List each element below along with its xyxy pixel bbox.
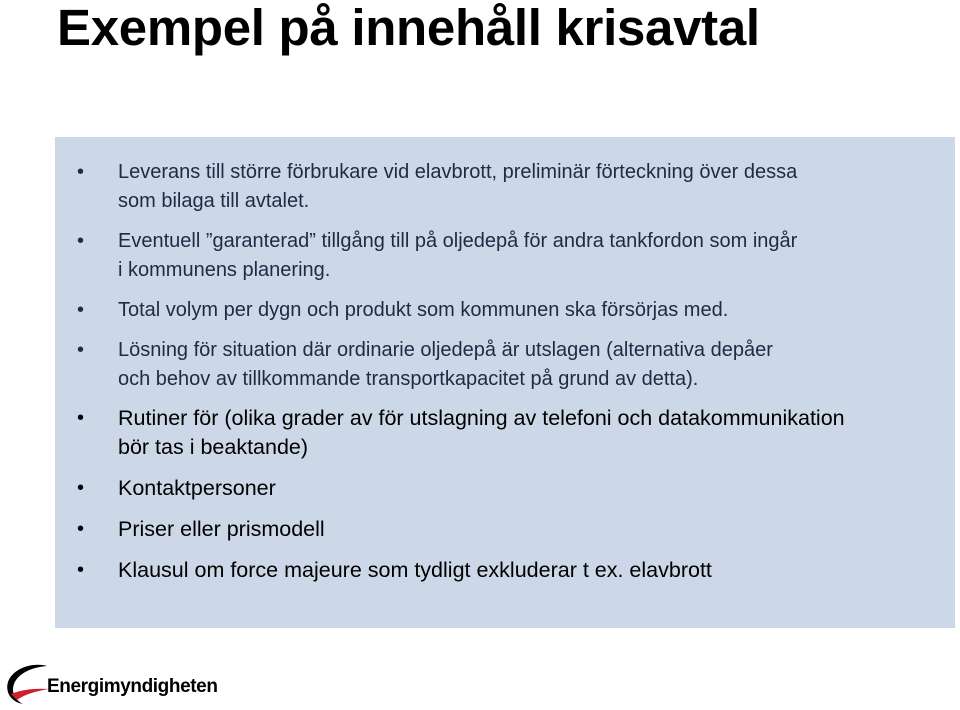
bullet-line: Kontaktpersoner bbox=[118, 476, 276, 500]
bullet-line: Rutiner för (olika grader av för utslagning av telefoni och datakommunikation bbox=[118, 406, 845, 430]
bullet-dot: • bbox=[77, 518, 85, 540]
logo-wordmark: Energimyndigheten bbox=[47, 676, 218, 697]
bullet-line: bör tas i beaktande) bbox=[118, 434, 309, 459]
bullet-text bbox=[118, 556, 948, 585]
bullet-dot: • bbox=[77, 339, 85, 361]
bullet-text bbox=[118, 515, 948, 544]
bullet-dot: • bbox=[77, 559, 85, 581]
bullet-text bbox=[118, 296, 948, 325]
bullet-text bbox=[118, 158, 948, 215]
bullet-line: och behov av tillkommande transportkapacitet på grund av detta). bbox=[118, 367, 699, 390]
bullet-dot: • bbox=[77, 230, 85, 252]
bullet-dot: • bbox=[77, 477, 85, 499]
bullet-text bbox=[118, 336, 948, 393]
bullet-text bbox=[118, 474, 948, 503]
bullet-dot: • bbox=[77, 407, 85, 429]
bullet-line: Leverans till större förbrukare vid elavbrott, preliminär förteckning över dessa bbox=[118, 161, 798, 183]
bullet-line: Eventuell ”garanterad” tillgång till på oljedepå för andra tankfordon som ingår bbox=[118, 230, 798, 252]
bullet-line: Klausul om force majeure som tydligt exkluderar t ex. elavbrott bbox=[118, 558, 712, 582]
bullet-text bbox=[118, 404, 948, 461]
energimyndigheten-swoosh-icon bbox=[3, 660, 51, 708]
bullet-line: i kommunens planering. bbox=[118, 258, 331, 281]
bullet-line: Priser eller prismodell bbox=[118, 517, 325, 541]
bullet-dot: • bbox=[77, 299, 85, 321]
bullet-dot: • bbox=[77, 161, 85, 183]
bullet-line: Total volym per dygn och produkt som kommunen ska försörjas med. bbox=[118, 299, 729, 321]
bullet-text bbox=[118, 227, 948, 284]
bullet-line: Lösning för situation där ordinarie oljedepå är utslagen (alternativa depåer bbox=[118, 339, 773, 361]
slide-title: Exempel på innehåll krisavtal bbox=[57, 0, 760, 56]
content-box bbox=[55, 137, 955, 628]
energimyndigheten-logo bbox=[3, 658, 233, 708]
bullet-line: som bilaga till avtalet. bbox=[118, 189, 310, 212]
